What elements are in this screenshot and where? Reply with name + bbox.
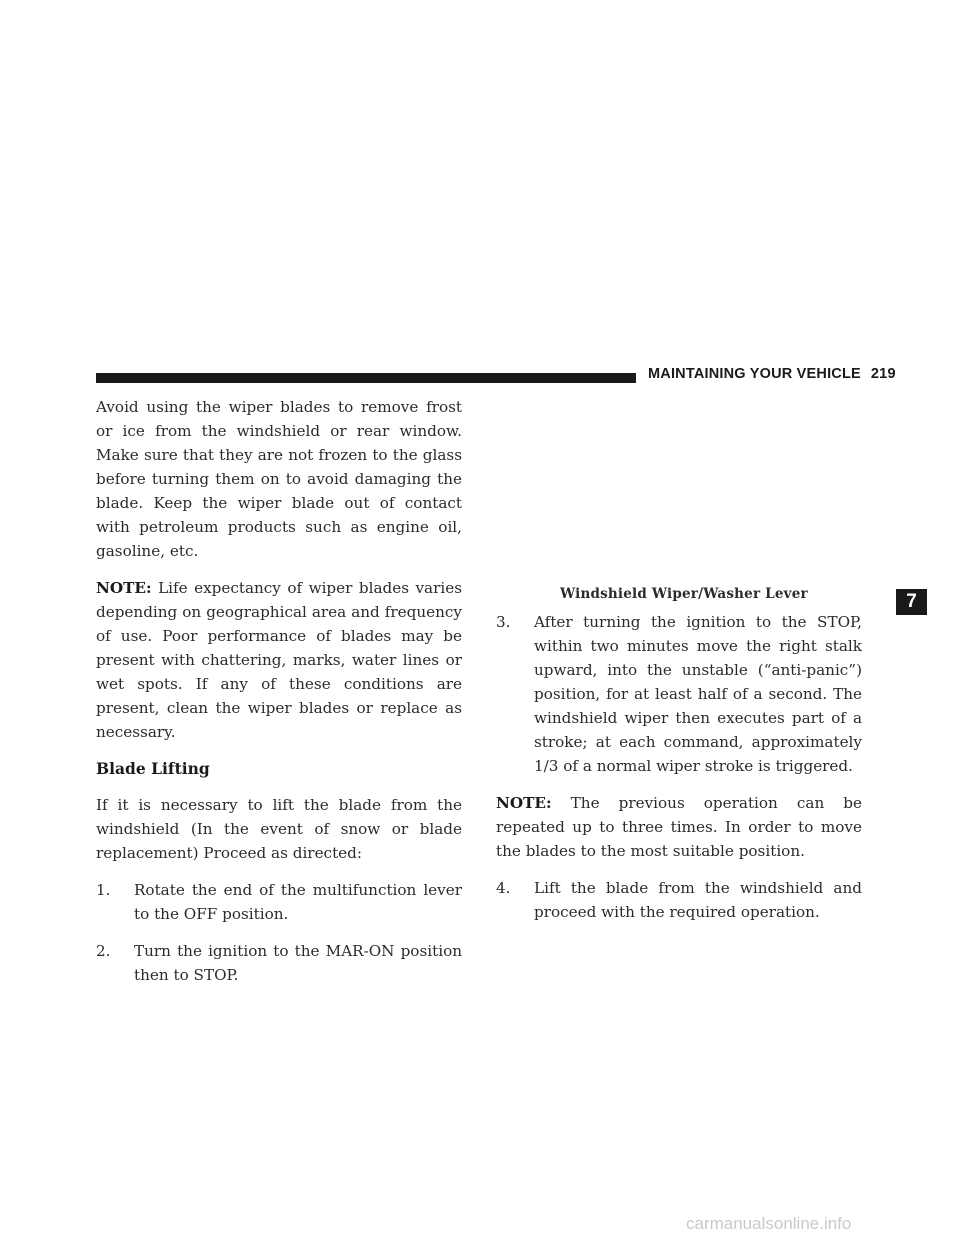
note-text: The previous operation can be repeated up to three times. In order to move the blades to the most suitable position. [496, 794, 862, 860]
step-number: 4. [496, 879, 511, 897]
figure-caption: Windshield Wiper/Washer Lever [560, 586, 808, 602]
note-label: NOTE: [96, 579, 152, 597]
step-number: 3. [496, 613, 511, 631]
step-3 [496, 610, 862, 778]
running-header [648, 366, 896, 382]
right-column [496, 610, 862, 937]
note-paragraph-2 [496, 791, 862, 863]
step-1 [96, 878, 462, 926]
note-text: Life expectancy of wiper blades varies depending on geographical area and frequency of use. Poor performance of blades may be present with chattering, marks, water lines or wet spots. If any of these conditions are present, clean the wiper blades or replace as necessary. [96, 579, 462, 741]
note-paragraph-1 [96, 576, 462, 744]
step-text: Turn the ignition to the MAR-ON position then to STOP. [134, 942, 462, 984]
step-number: 1. [96, 881, 111, 899]
section-title: MAINTAINING YOUR VEHICLE [648, 366, 861, 382]
page-number: 219 [870, 366, 896, 382]
chapter-tab: 7 [896, 589, 927, 615]
step-4 [496, 876, 862, 924]
step-2 [96, 939, 462, 987]
step-text: After turning the ignition to the STOP, within two minutes move the right stalk upward, into the unstable (“anti-panic”) position, for at least half of a second. The windshield wiper then executes part of a stroke; at each command, approximately 1/3 of a normal wiper stroke is triggered. [534, 613, 862, 775]
blade-lifting-intro: If it is necessary to lift the blade from the windshield (In the event of snow or blade replacement) Proceed as directed: [96, 796, 462, 862]
intro-paragraph: Avoid using the wiper blades to remove frost or ice from the windshield or rear window. Make sure that they are not frozen to the glass before turning them on to avoid damaging the blade. Keep the wiper blade out of contact with petroleum products such as engine oil, gasoline, etc. [96, 398, 462, 560]
section-subheading: Blade Lifting [96, 759, 210, 778]
step-text: Lift the blade from the windshield and proceed with the required operation. [534, 879, 862, 921]
step-number: 2. [96, 942, 111, 960]
note-label: NOTE: [496, 794, 552, 812]
watermark-text: carmanualsonline.info [686, 1214, 852, 1233]
header-rule [96, 373, 636, 383]
left-column [96, 395, 462, 1000]
step-text: Rotate the end of the multifunction lever to the OFF position. [134, 881, 462, 923]
